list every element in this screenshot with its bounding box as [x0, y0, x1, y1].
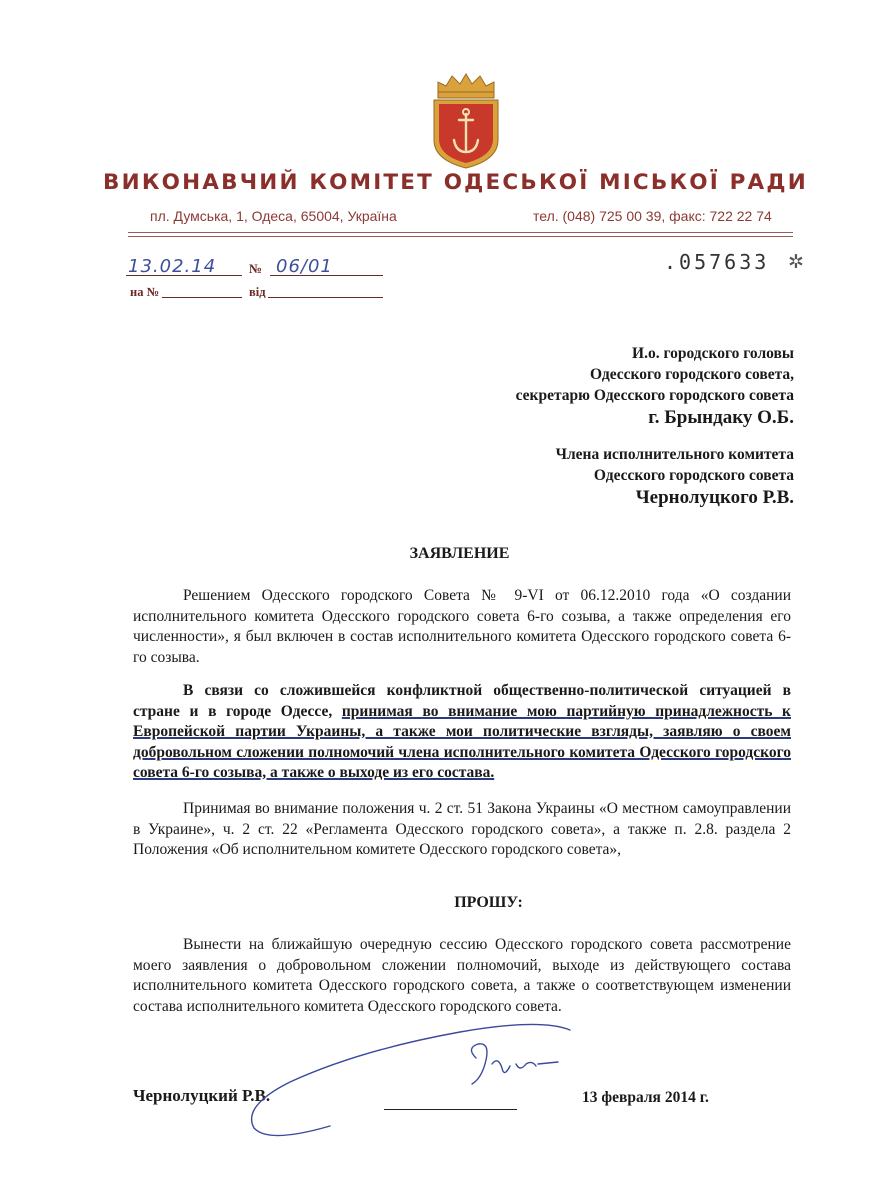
number-underline — [270, 275, 383, 276]
organization-title: ВИКОНАВЧИЙ КОМІТЕТ ОДЕСЬКОЇ МІСЬКОЇ РАДИ — [103, 170, 808, 195]
handwritten-signature — [240, 1020, 580, 1140]
letterhead-divider — [128, 232, 793, 233]
sender-line: Члена исполнительного комитета — [555, 446, 794, 463]
reply-date-underline — [268, 297, 383, 298]
registration-number: .057633 — [664, 250, 770, 274]
request-heading: ПРОШУ: — [454, 894, 523, 911]
addressee-name: г. Брындаку О.Б. — [648, 407, 794, 428]
addressee-line: секретарю Одесского городского совета — [515, 387, 794, 404]
addressee-line: И.о. городского головы — [632, 345, 794, 362]
addressee-block — [516, 343, 794, 430]
outgoing-number: 06/01 — [276, 256, 333, 277]
letterhead-divider — [128, 236, 793, 237]
reply-from-label: від — [249, 285, 266, 299]
document-title: ЗАЯВЛЕНИЕ — [409, 545, 510, 562]
sender-name: Чернолуцкого Р.В. — [635, 487, 794, 508]
paragraph-legal-basis: Принимая во внимание положения ч. 2 ст. 51 Закона Украины «О местном самоуправлении в Украине», ч. 2 ст. 22 «Регламента Одесского городского совета», а также п. 2.8. раздела 2 Положения «Об исполнительном комитете Одесского городского совета», — [133, 800, 791, 858]
addressee-line: Одесского городского совета, — [590, 366, 794, 383]
paragraph-request: Вынести на ближайшую очередную сессию Одесского городского совета рассмотрение моего заявления о добровольном сложении полномочий, выходе из действующего состава исполнительного комитета Одесского городского совета, а также о соответствующем изменении состава исполнительного комитета Одесского городского совета. — [133, 936, 791, 1015]
odesa-coat-of-arms-icon — [430, 72, 502, 170]
reply-to-number-label: на № — [130, 285, 160, 299]
registration-mark-icon: ✲ — [788, 252, 804, 273]
signer-name: Чернолуцкий Р.В. — [133, 1086, 271, 1105]
paragraph-statement — [133, 681, 791, 784]
outgoing-date: 13.02.14 — [128, 256, 217, 277]
outgoing-number-label: № — [249, 261, 263, 276]
sender-line: Одесского городского совета — [593, 467, 794, 484]
organization-address: пл. Думська, 1, Одеса, 65004, Україна — [150, 208, 397, 224]
sender-block — [556, 444, 794, 510]
signature-date: 13 февраля 2014 г. — [582, 1089, 709, 1106]
date-underline — [126, 275, 242, 276]
statement-text: В связи со сложившейся конфликтной общественно-политической ситуацией в стране и в городе Одессе, — [133, 682, 791, 720]
reply-number-underline — [162, 297, 242, 298]
organization-phone: тел. (048) 725 00 39, факс: 722 22 74 — [533, 208, 772, 224]
paragraph-decision: Решением Одесского городского Совета № 9-VI от 06.12.2010 года «О создании исполнительного комитета Одесского городского совета 6-го созыва, а также определения его численности», я был включен в состав исполнительного комитета Одесского городского совета 6-го созыва. — [133, 587, 791, 666]
statement-underlined-text: принимая во внимание мою партийную принадлежность к Европейской партии Украины, а также мои политические взгляды, заявляю о своем добровольном сложении полномочий члена исполнительного комитета Одесского городского совета 6-го созыва, а также о выходе из его состава. — [133, 702, 791, 781]
